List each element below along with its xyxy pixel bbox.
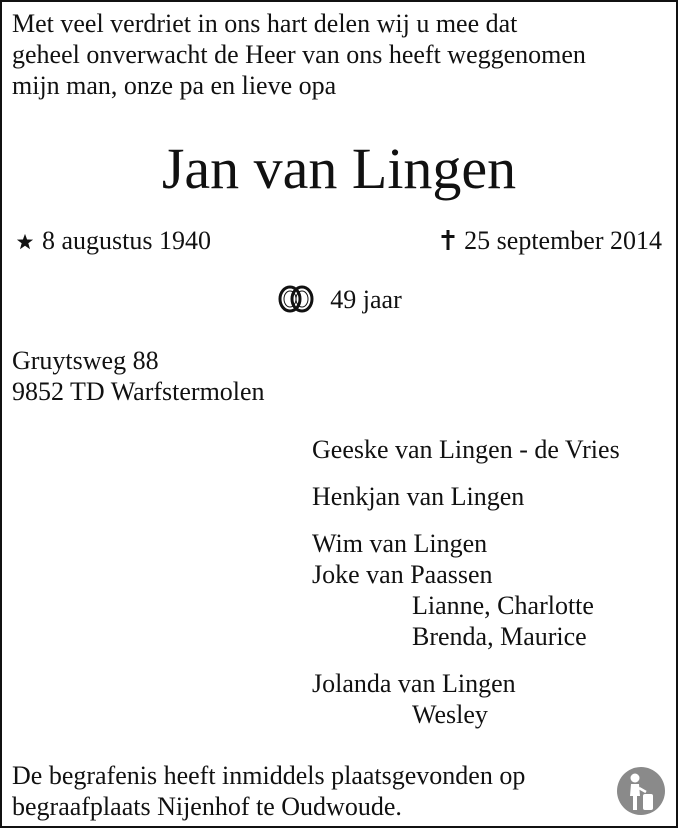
star-icon — [16, 224, 34, 258]
address-city: 9852 TD Warfstermolen — [12, 377, 265, 406]
cross-icon — [440, 224, 456, 258]
family-member: Jolanda van Lingen — [312, 669, 516, 698]
intro-line: mijn man, onze pa en lieve opa — [12, 71, 337, 100]
family-list — [312, 434, 672, 746]
deceased-name: Jan van Lingen — [161, 136, 517, 201]
closing-line: begraafplaats Nijenhof te Oudwoude. — [12, 792, 402, 821]
family-spouse: Geeske van Lingen - de Vries — [312, 435, 620, 464]
closing-line: De begrafenis heeft inmiddels plaatsgevonden op — [12, 761, 526, 790]
marriage-row — [2, 282, 676, 324]
death-date: 25 september 2014 — [464, 226, 662, 255]
family-grandchildren: Brenda, Maurice — [412, 622, 587, 651]
birth-date-row — [16, 224, 211, 258]
family-grandchildren: Wesley — [412, 700, 488, 729]
family-grandchildren: Lianne, Charlotte — [412, 591, 594, 620]
closing-text — [12, 760, 525, 822]
wedding-rings-icon — [276, 284, 316, 324]
birth-date: 8 augustus 1940 — [42, 226, 211, 255]
family-member: Joke van Paassen — [312, 560, 493, 589]
family-member: Henkjan van Lingen — [312, 482, 525, 511]
family-group — [312, 434, 672, 465]
family-member: Wim van Lingen — [312, 529, 488, 558]
address-street: Gruytsweg 88 — [12, 346, 159, 375]
intro-line: Met veel verdriet in ons hart delen wij u mee dat — [12, 9, 518, 38]
intro-line: geheel onverwacht de Heer van ons heeft weggenomen — [12, 40, 586, 69]
family-group — [312, 481, 672, 512]
family-group — [312, 668, 672, 730]
memorial-logo-icon — [616, 766, 666, 816]
address-block — [12, 345, 265, 407]
intro-text — [12, 8, 672, 101]
death-date-row — [440, 224, 662, 258]
marriage-duration: 49 jaar — [330, 285, 402, 314]
family-group — [312, 528, 672, 652]
